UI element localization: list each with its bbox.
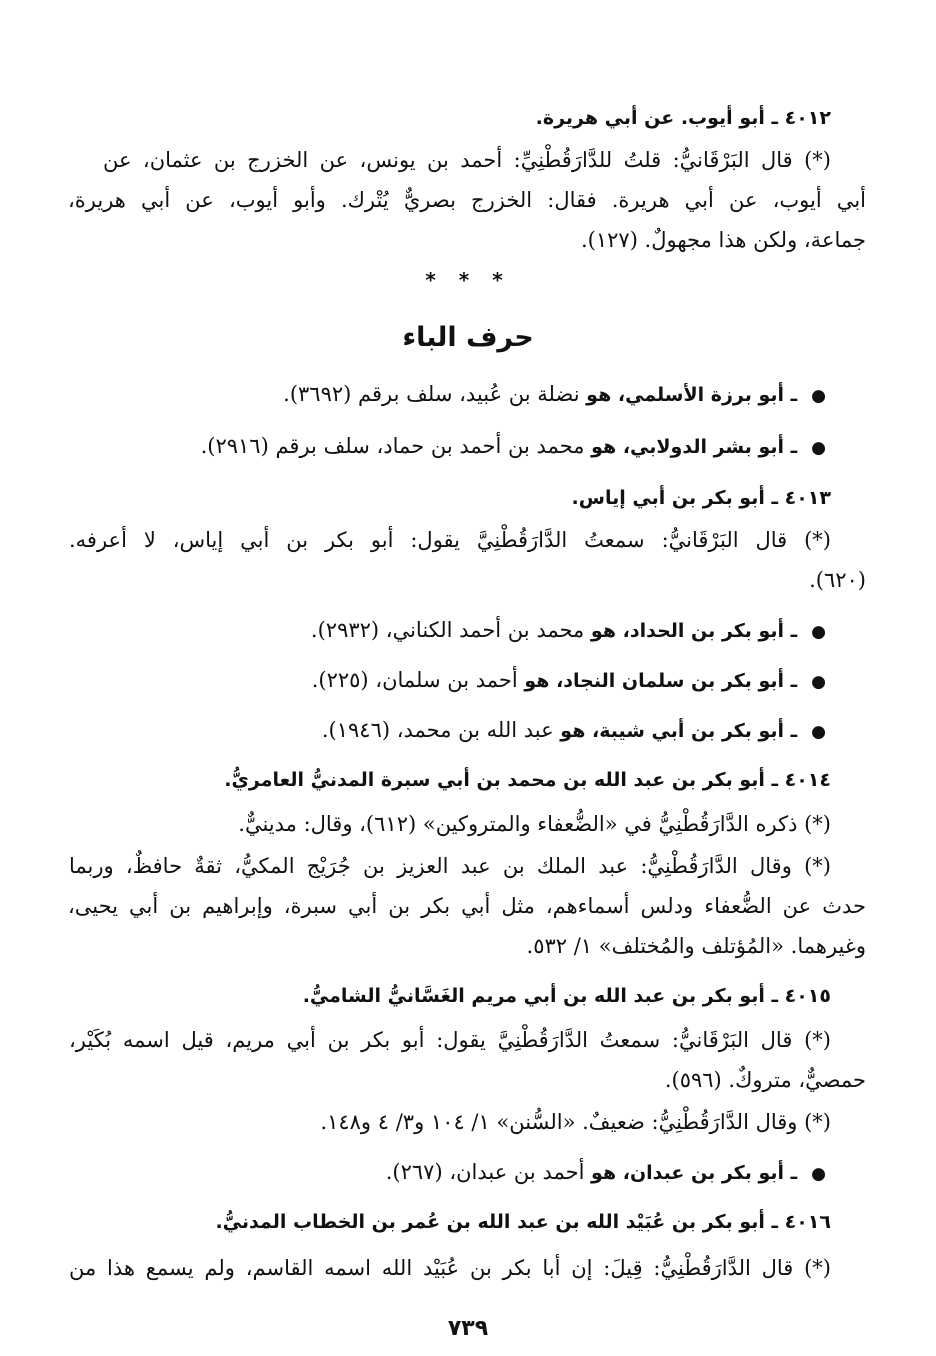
cross-reference-item [283,380,826,410]
section-heading: حرف الباء [402,322,534,353]
cross-reference-text: نضلة بن عُبيد، سلف برقم (٣٦٩٢). [283,382,580,406]
entry-heading-4016: ٤٠١٦ ـ أبو بكر بن عُبَيْد الله بن عبد الله بن عُمر بن الخطاب المدنيُّ. [215,1211,831,1233]
entry-heading-4013: ٤٠١٣ ـ أبو بكر بن أبي إياس. [571,487,831,509]
section-separator: * * * [425,268,511,292]
entry-heading-4015: ٤٠١٥ ـ أبو بكر بن عبد الله بن أبي مريم الغَسَّانيُّ الشاميُّ. [302,985,831,1007]
entry-text-line: (*) وقال الدَّارَقُطْنِيُّ: عبد الملك بن عبد العزيز بن جُرَيْج المكيُّ، ثقةٌ حافظٌ، وربما [69,854,831,878]
cross-reference-item [201,432,826,462]
entry-text-line: أبي أيوب، عن أبي هريرة. فقال: الخزرج بصريٌّ يُتْرك. وأبو أيوب، عن أبي هريرة، [68,188,866,212]
entry-text-line: (*) قال البَرْقَانيُّ: قلتُ للدَّارَقُطْنِيِّ: أحمد بن يونس، عن الخزرج بن عثمان، عن [103,148,831,172]
entry-text-line: (٦٢٠). [809,568,866,592]
cross-reference-item [386,1158,826,1188]
cross-reference-text: أحمد بن سلمان، (٢٢٥). [311,668,518,692]
cross-reference-name: ـ أبو بكر بن أبي شيبة، هو [553,720,798,742]
cross-reference-item [312,666,826,696]
cross-reference-name: ـ أبو بشر الدولابي، هو [584,436,798,458]
entry-text-line: (*) قال البَرْقَانيُّ: سمعتُ الدَّارَقُطْنِيَّ يقول: أبو بكر بن أبي إياس، لا أعرفه. [69,528,831,552]
cross-reference-text: عبد الله بن محمد، (١٩٤٦). [321,718,554,742]
entry-heading-4014: ٤٠١٤ ـ أبو بكر بن عبد الله بن محمد بن أبي سبرة المدنيُّ العامريُّ. [224,769,831,791]
entry-text-line: (*) قال الدَّارَقُطْنِيُّ: قِيلَ: إن أبا بكر بن عُبَيْد الله اسمه القاسم، ولم يسمع هذا من [69,1256,831,1280]
entry-heading-4012: ٤٠١٢ ـ أبو أيوب. عن أبي هريرة. [535,107,831,129]
page-number: ٧٣٩ [447,1316,489,1341]
entry-text-line: (*) وقال الدَّارَقُطْنِيُّ: ضعيفٌ. «السُّنن» ١/ ١٠٤ و٣/ ٤ و١٤٨. [320,1110,831,1134]
entry-text-line: حدث عن الضُّعفاء ودلس أسماءهم، مثل أبي بكر بن أبي سبرة، وإبراهيم بن أبي يحيى، [68,894,866,918]
cross-reference-name: ـ أبو بكر بن عبدان، هو [584,1162,798,1184]
cross-reference-text: محمد بن أحمد الكناني، (٢٩٣٢). [310,618,585,642]
cross-reference-text: محمد بن أحمد بن حماد، سلف برقم (٢٩١٦). [200,434,585,458]
cross-reference-text: أحمد بن عبدان، (٢٦٧). [385,1160,585,1184]
cross-reference-item [322,716,826,746]
cross-reference-item [311,616,826,646]
cross-reference-name: ـ أبو بكر بن سلمان النجاد، هو [517,670,798,692]
entry-text-line: (*) ذكره الدَّارَقُطْنِيُّ في «الضُّعفاء والمتروكين» (٦١٢)، وقال: مدينيٌّ. [238,812,831,836]
entry-text-line: حمصيٌّ، متروكٌ. (٥٩٦). [664,1068,866,1092]
cross-reference-name: ـ أبو برزة الأسلمي، هو [579,384,798,406]
entry-text-line: (*) قال البَرْقَانيُّ: سمعتُ الدَّارَقُطْنِيَّ يقول: أبو بكر بن أبي مريم، قيل اسمه بُكَيْر، [69,1028,831,1052]
entry-text-line: جماعة، ولكن هذا مجهولٌ. (١٢٧). [580,228,866,252]
entry-text-line: وغيرهما. «المُؤتلف والمُختلف» ١/ ٥٣٢. [526,934,866,958]
cross-reference-name: ـ أبو بكر بن الحداد، هو [584,620,798,642]
